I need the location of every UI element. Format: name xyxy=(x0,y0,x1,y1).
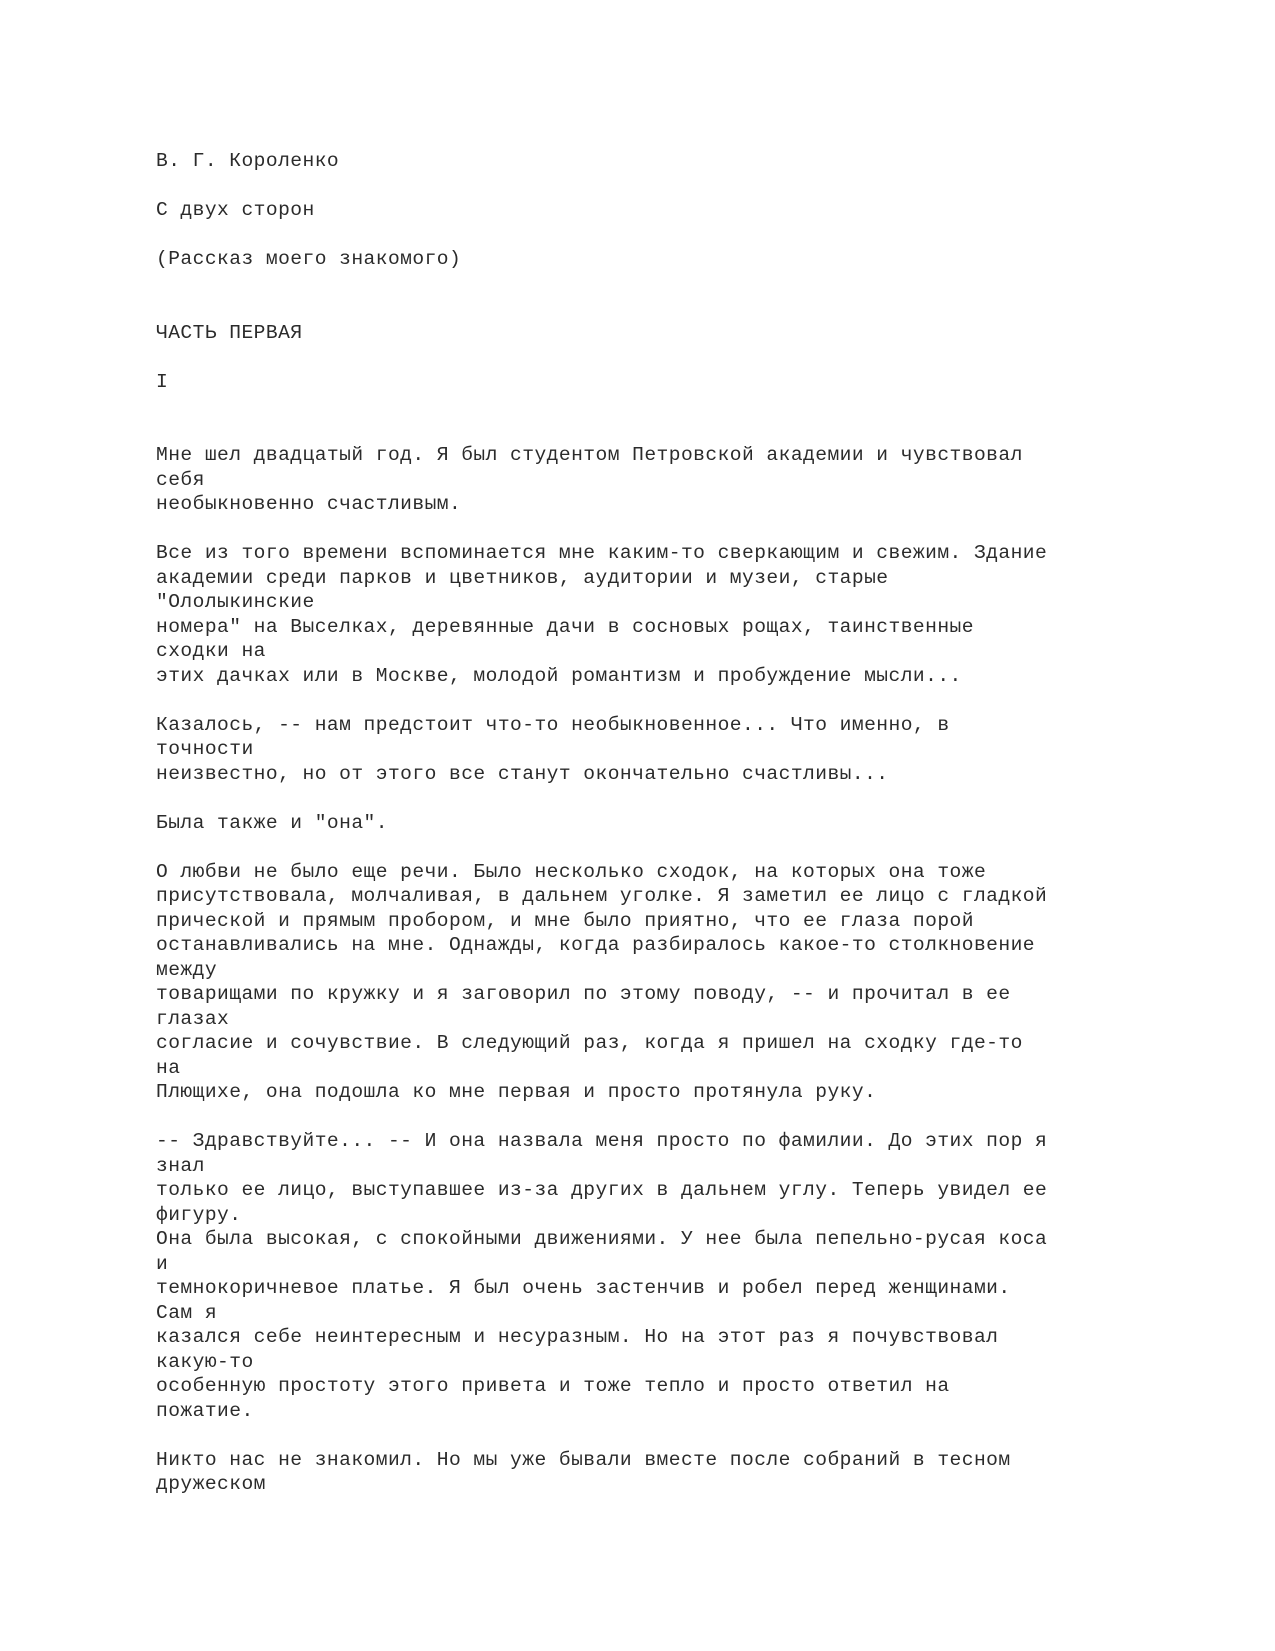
text-line: только ее лицо, выступавшее из-за других в дальнем углу. Теперь увидел ее xyxy=(156,1179,1048,1201)
text-line: прической и прямым пробором, и мне было приятно, что ее глаза порой xyxy=(156,909,974,932)
text-line: присутствовала, молчаливая, в дальнем уголке. Я заметил ее лицо с гладкой xyxy=(156,885,1048,907)
text-line: Она была высокая, с спокойными движениями. У нее была пепельно-русая коса xyxy=(156,1228,1048,1250)
text-line: "Ололыкинские xyxy=(156,591,315,613)
text-line: сходки на xyxy=(156,640,266,662)
text-line: особенную простоту этого привета и тоже тепло и просто ответил на xyxy=(156,1375,950,1397)
text-line: дружеском xyxy=(156,1473,266,1495)
text-line: точности xyxy=(156,738,254,760)
text-line: пожатие. xyxy=(156,1399,254,1422)
spacer xyxy=(156,688,1196,713)
text-line: Никто нас не знакомил. Но мы уже бывали вместе после собраний в тесном xyxy=(156,1448,1011,1471)
text-line: себя xyxy=(156,468,205,491)
text-line: фигуру. xyxy=(156,1203,242,1226)
subtitle-line: (Рассказ моего знакомого) xyxy=(156,248,462,270)
text-line: академии среди парков и цветников, аудитории и музеи, старые xyxy=(156,566,889,589)
text-line: какую-то xyxy=(156,1350,254,1373)
text-line: -- Здравствуйте... -- И она назвала меня просто по фамилии. До этих пор я xyxy=(156,1130,1048,1152)
text-line: Мне шел двадцатый год. Я был студентом Петровской академии и чувствовал xyxy=(156,444,1023,466)
text-line: на xyxy=(156,1056,181,1079)
text-line: номера" на Выселках, деревянные дачи в сосновых рощах, таинственные xyxy=(156,615,974,638)
text-line: останавливались на мне. Однажды, когда разбиралось какое-то столкновение xyxy=(156,934,1035,956)
text-line: Все из того времени вспоминается мне каким-то сверкающим и свежим. Здание xyxy=(156,542,1048,564)
text-line: казался себе неинтересным и несуразным. Но на этот раз я почувствовал xyxy=(156,1326,999,1348)
text-line: темнокоричневое платье. Я был очень застенчив и робел перед женщинами. xyxy=(156,1277,1011,1299)
text-line: Плющихе, она подошла ко мне первая и просто протянула руку. xyxy=(156,1081,877,1103)
spacer xyxy=(156,272,1196,321)
spacer xyxy=(156,835,1196,860)
title-line: С двух сторон xyxy=(156,199,315,221)
text-line: товарищами по кружку и я заговорил по этому поводу, -- и прочитал в ее xyxy=(156,983,1011,1005)
chapter-number: I xyxy=(156,370,169,393)
paragraph-2 xyxy=(156,541,1196,688)
paragraph-3 xyxy=(156,713,1196,787)
text-line: Сам я xyxy=(156,1301,218,1324)
spacer xyxy=(156,1105,1196,1130)
author-line: В. Г. Короленко xyxy=(156,150,340,172)
text-line: неизвестно, но от этого все станут окончательно счастливы... xyxy=(156,762,889,785)
document-text xyxy=(156,149,1196,1497)
spacer xyxy=(156,1423,1196,1448)
text-line: согласие и сочувствие. В следующий раз, когда я пришел на сходку где-то xyxy=(156,1032,1023,1054)
text-line: между xyxy=(156,958,218,981)
spacer xyxy=(156,223,1196,248)
paragraph-5 xyxy=(156,860,1196,1105)
spacer xyxy=(156,786,1196,811)
paragraph-1 xyxy=(156,443,1196,517)
part-heading: ЧАСТЬ ПЕРВАЯ xyxy=(156,321,303,344)
text-line: и xyxy=(156,1252,169,1275)
text-line: необыкновенно счастливым. xyxy=(156,493,462,515)
text-line: Казалось, -- нам предстоит что-то необыкновенное... Что именно, в xyxy=(156,713,950,736)
paragraph-4 xyxy=(156,811,1196,836)
paragraph-6 xyxy=(156,1129,1196,1423)
text-line: глазах xyxy=(156,1007,230,1030)
spacer xyxy=(156,345,1196,370)
spacer xyxy=(156,394,1196,443)
text-line: О любви не было еще речи. Было несколько сходок, на которых она тоже xyxy=(156,860,987,883)
spacer xyxy=(156,517,1196,542)
text-line: знал xyxy=(156,1154,205,1177)
paragraph-7 xyxy=(156,1448,1196,1497)
text-line: этих дачках или в Москве, молодой романтизм и пробуждение мысли... xyxy=(156,664,962,687)
text-line: Была также и "она". xyxy=(156,811,388,834)
spacer xyxy=(156,174,1196,199)
